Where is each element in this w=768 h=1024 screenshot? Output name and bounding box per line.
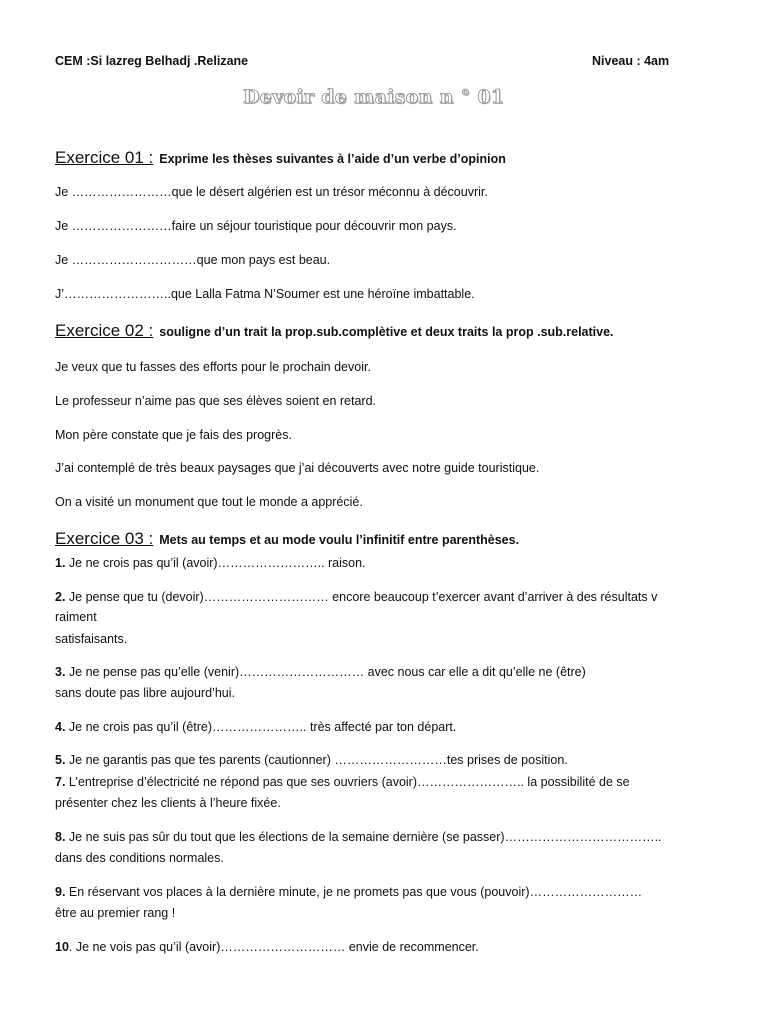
exercise-3-item: 5. Je ne garantis pas que tes parents (cautionner) ………………………tes prises de position. bbox=[55, 753, 568, 767]
exercise-3-item: 3. Je ne pense pas qu’elle (venir)………………………… avec nous car elle a dit qu’elle ne (être) bbox=[55, 665, 586, 679]
exercise-3-item: 1. Je ne crois pas qu’il (avoir)…………………….. raison. bbox=[55, 556, 366, 570]
exercise-2-line: Je veux que tu fasses des efforts pour le prochain devoir. bbox=[55, 360, 371, 374]
exercise-2-line: J’ai contemplé de très beaux paysages que j’ai découverts avec notre guide touristique. bbox=[55, 461, 540, 475]
exercise-3-item-continued: sans doute pas libre aujourd’hui. bbox=[55, 686, 235, 700]
level-label: Niveau : 4am bbox=[592, 54, 670, 68]
exercise-3-item: 4. Je ne crois pas qu’il (être)………………….. très affecté par ton départ. bbox=[55, 720, 457, 734]
exercise-3-label: Exercice 03 : bbox=[55, 529, 154, 548]
exercise-2-line: Le professeur n’aime pas que ses élèves soient en retard. bbox=[55, 394, 377, 408]
exercise-3-item: 7. L’entreprise d’électricité ne répond pas que ses ouvriers (avoir)…………………….. la possibilité de se bbox=[55, 775, 630, 789]
exercise-3-item: 8. Je ne suis pas sûr du tout que les élections de la semaine dernière (se passer)……………………………….. bbox=[55, 830, 662, 844]
exercise-3-item-continued: raiment bbox=[55, 610, 97, 624]
exercise-3-item: 2. Je pense que tu (devoir)………………………… encore beaucoup t’exercer avant d’arriver à des résultats v bbox=[55, 590, 658, 604]
exercise-3-item-continued: être au premier rang ! bbox=[55, 906, 176, 920]
exercise-3-item: 10. Je ne vois pas qu’il (avoir)………………………… envie de recommencer. bbox=[55, 940, 479, 954]
exercise-2-line: Mon père constate que je fais des progrès. bbox=[55, 428, 292, 442]
exercise-2-label: Exercice 02 : bbox=[55, 321, 154, 340]
exercise-3-item: 9. En réservant vos places à la dernière minute, je ne promets pas que vous (pouvoir)……………………… bbox=[55, 885, 643, 899]
exercise-1-label: Exercice 01 : bbox=[55, 148, 154, 167]
exercise-1-line: Je …………………………que mon pays est beau. bbox=[55, 253, 331, 267]
exercise-2-instruction: souligne d’un trait la prop.sub.complètive et deux traits la prop .sub.relative. bbox=[159, 325, 614, 339]
exercise-3-item-continued: satisfaisants. bbox=[55, 632, 128, 646]
exercise-1-line: J’……………………..que Lalla Fatma N’Soumer est une héroïne imbattable. bbox=[55, 287, 475, 301]
exercise-3-item-continued: présenter chez les clients à l’heure fixée. bbox=[55, 796, 281, 810]
exercise-3-heading bbox=[55, 529, 519, 549]
exercise-1-heading bbox=[55, 148, 506, 168]
page-title: Devoir de maison n ° 01 bbox=[243, 86, 505, 108]
exercise-1-line: Je ……………………que le désert algérien est un trésor méconnu à découvrir. bbox=[55, 185, 488, 199]
school-name: CEM :Si lazreg Belhadj .Relizane bbox=[55, 54, 249, 68]
exercise-1-instruction: Exprime les thèses suivantes à l’aide d’un verbe d’opinion bbox=[159, 152, 506, 166]
exercise-2-heading bbox=[55, 321, 614, 341]
exercise-3-item-continued: dans des conditions normales. bbox=[55, 851, 224, 865]
exercise-3-instruction: Mets au temps et au mode voulu l’infinitif entre parenthèses. bbox=[159, 533, 520, 547]
exercise-1-line: Je ……………………faire un séjour touristique pour découvrir mon pays. bbox=[55, 219, 457, 233]
exercise-2-line: On a visité un monument que tout le monde a apprécié. bbox=[55, 495, 363, 509]
